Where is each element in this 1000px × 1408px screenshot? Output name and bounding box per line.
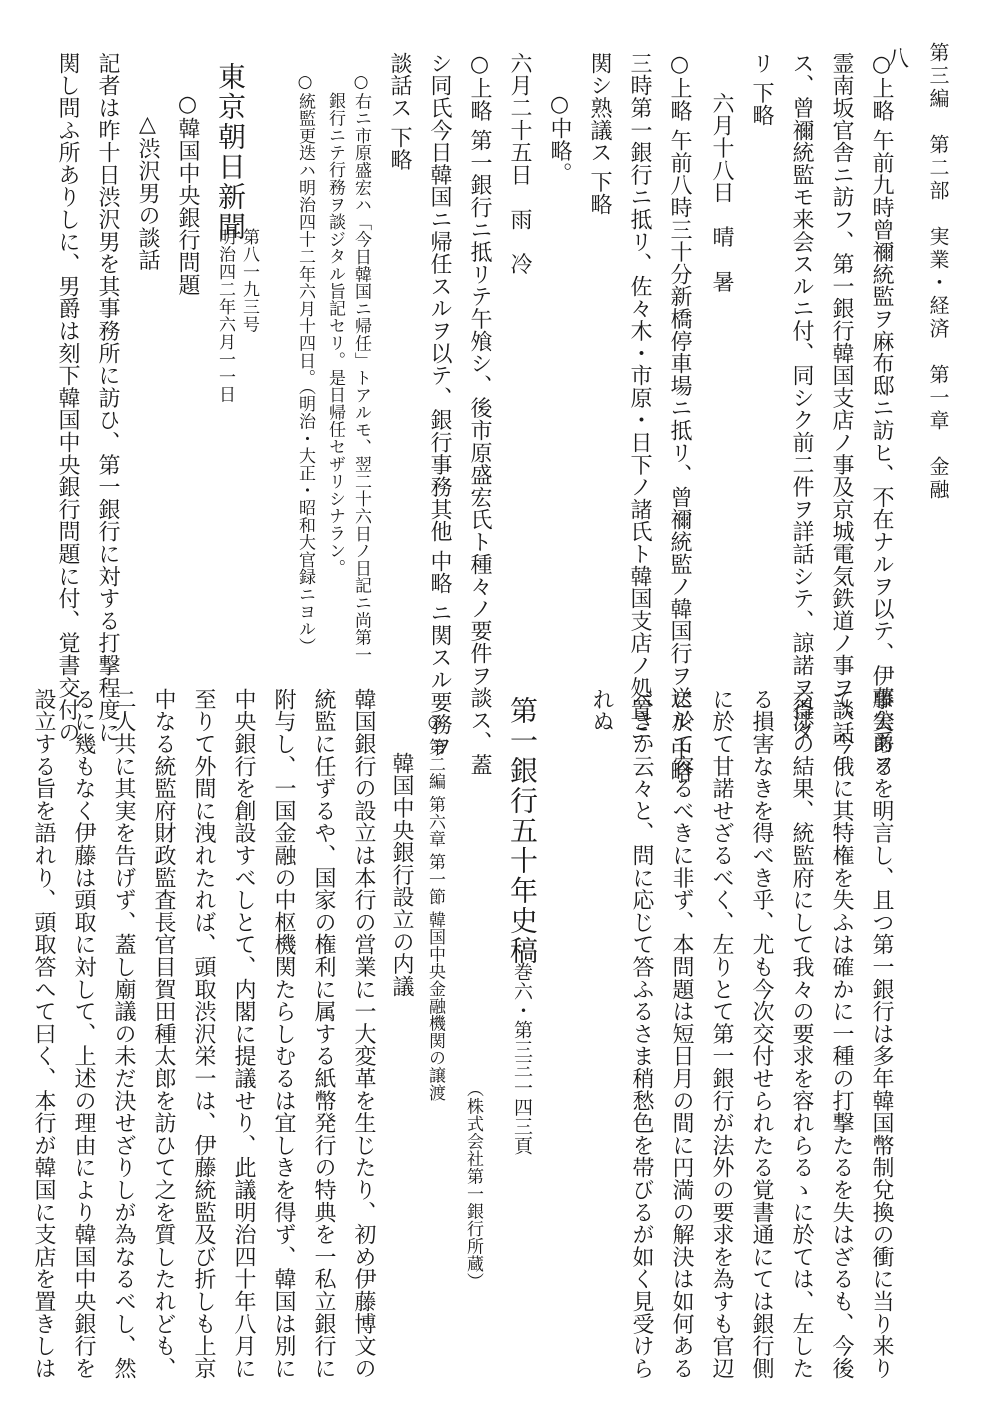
running-title: 第三編 第二部 実業・経済 第一章 金融: [926, 42, 950, 502]
history-body-line: 設立する旨を語れり、頭取答へて曰く、本行が韓国に支店を置きしは: [31, 688, 56, 1380]
diary-date: 六月十八日 晴 暑: [709, 92, 734, 293]
article-body-line: に於て容るべきに非ず、本問題は短日月の間に円満の解決は如何ある: [669, 688, 694, 1380]
page-number: 八: [886, 47, 909, 72]
source-reference: 巻六・第三三一四三頁: [511, 962, 533, 1155]
history-body-line: 至りて外間に洩れたれば、頭取渋沢栄一は、伊藤統監及び折しも上京: [191, 688, 216, 1380]
article-body-line: 関し問ふ所ありしに、男爵は刻下韓国中央銀行問題に付、覚書交付の: [55, 52, 80, 744]
diary-line: 霊南坂官舎ニ訪フ、第一銀行韓国支店ノ事及京城電気鉄道ノ事ヲ談話: [829, 52, 854, 744]
diary-line: 談話ス 下略: [387, 52, 412, 171]
article-body-line: 記者は昨十日渋沢男を其事務所に訪ひ、第一銀行に対する打撃程度に: [95, 52, 120, 744]
article-body-line: 事実あるを明言し、且つ第一銀行は多年韓国幣制兌換の衝に当り来り: [869, 688, 894, 1380]
history-body-line: 附与し、一国金融の中枢機関たらしむるは宜しきを得ず、韓国は別に: [271, 688, 296, 1380]
editor-note: ○右ニ市原盛宏ハ「今日韓国ニ帰任」トアルモ、翌二十六日ノ日記ニ尚第一: [351, 72, 371, 664]
source-title: 第一銀行五十年史稿: [506, 696, 539, 966]
section-heading: 韓国中央銀行設立の内議: [389, 752, 414, 998]
editor-note: ○統監更迭ハ明治四十二年六月十四日。（明治・大正・昭和大官録ニヨル）: [295, 72, 315, 655]
article-body-line: に於て甘諾せざるべく、左りとて第一銀行が法外の要求を為すも官辺: [709, 688, 734, 1380]
history-body-line: 韓国銀行の設立は本行の営業に一大変革を生じたり、初め伊藤博文の: [351, 688, 376, 1380]
article-body-line: れぬ: [589, 688, 614, 733]
article-body-line: べきか云々と、問に応じて答ふるさま稍愁色を帯びるが如く見受けら: [629, 688, 654, 1380]
article-body-line: る損害なきを得べき乎、尤も今次交付せられたる覚書通にては銀行側: [749, 688, 774, 1380]
diary-line: ○上略 午前九時曾禰統監ヲ麻布邸ニ訪ヒ、不在ナルヲ以テ、伊藤公爵ヲ: [869, 52, 894, 776]
history-body-line: るに幾もなく伊藤は頭取に対して、上述の理由により韓国中央銀行を: [71, 688, 96, 1380]
article-headline: ○韓国中央銀行問題: [175, 92, 200, 296]
diary-line: リ 下略: [749, 52, 774, 127]
diary-line: 関シ熟議ス 下略: [587, 52, 612, 216]
diary-date: 六月二十五日 雨 冷: [507, 52, 532, 275]
history-body-line: 統監に任ずるや、国家の権利に属する紙幣発行の特典を一私立銀行に: [311, 688, 336, 1380]
diary-line: 三時第一銀行ニ抵リ、佐々木・市原・日下ノ諸氏ト韓国支店ノ処置ニ: [627, 52, 652, 744]
diary-omission: ○中略。: [547, 92, 572, 185]
history-body-line: 中央銀行を創設すべしとて、内閣に提議せり、此議明治四十年八月に: [231, 688, 256, 1380]
section-reference: ○ 第二編 第六章 第一節 韓国中央金融機関の譲渡: [425, 712, 445, 1102]
diary-line: ス、曾禰統監モ来会スルニ付、同シク前二件ヲ詳話シテ、諒諾ヲ得タ: [789, 52, 814, 744]
diary-line: ○上略 第一銀行ニ抵リテ午飧シ、後市原盛宏氏ト種々ノ要件ヲ談ス、蓋: [467, 52, 492, 776]
source-holder: （株式会社第一銀行所蔵）: [463, 1080, 483, 1290]
newspaper-date: 明治四二年六月一一日: [215, 228, 235, 403]
newspaper-issue: 第八一九三号: [239, 228, 259, 333]
editor-note: 銀行ニテ行務ヲ談ジタル旨記セリ。是日帰任セザリシナラン。: [325, 92, 345, 577]
newspaper-name: 東京朝日新聞: [214, 62, 247, 242]
article-subheadline: △渋沢男の談話: [135, 112, 160, 272]
history-body-line: 中なる統監府財政監査長官目賀田種太郎を訪ひて之を質したれども、: [151, 688, 176, 1380]
diary-line: ○上略 午前八時三十分新橋停車場ニ抵リ、曾禰統監ノ韓国行ヲ送ル 中略: [667, 52, 692, 784]
article-body-line: 交渉の結果、統監府にして我々の要求を容れらるゝに於ては、左した: [789, 688, 814, 1380]
history-body-line: 二人共に其実を告げず、蓋し廟議の未だ決せざりしが為なるべし、然: [111, 688, 136, 1380]
diary-line: シ同氏今日韓国ニ帰任スルヲ以テ、銀行事務其他 中略 ニ関スル要務ヲ: [427, 52, 452, 758]
article-body-line: て、今俄に其特権を失ふは確かに一種の打撃たるを失はざるも、今後: [829, 688, 854, 1380]
